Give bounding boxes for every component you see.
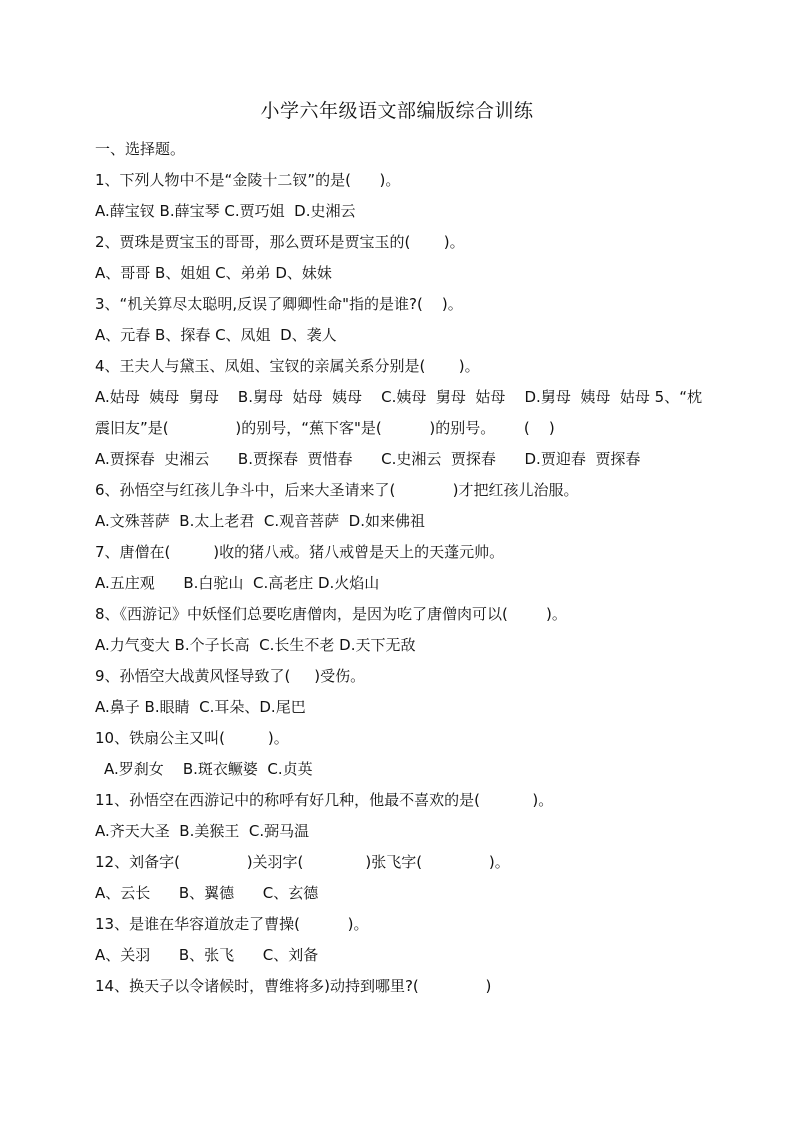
question-11-options: A.齐天大圣 B.美猴王 C.弼马温 xyxy=(95,822,310,840)
question-8: 8、《西游记》中妖怪们总要吃唐僧肉，是因为吃了唐僧肉可以( )。 xyxy=(95,605,567,623)
question-3: 3、“机关算尽太聪明,反误了卿卿性命"指的是谁?( )。 xyxy=(95,295,463,313)
question-2-options: A、哥哥 B、姐姐 C、弟弟 D、妹妹 xyxy=(95,264,332,282)
question-8-options: A.力气变大 B.个子长高 C.长生不老 D.天下无敌 xyxy=(95,636,416,654)
question-9: 9、孙悟空大战黄风怪导致了( )受伤。 xyxy=(95,667,366,685)
section-heading: 一、选择题。 xyxy=(95,140,186,158)
question-3-options: A、元春 B、探春 C、凤姐 D、袭人 xyxy=(95,326,337,344)
question-4: 4、王夫人与黛玉、凤姐、宝钗的亲属关系分别是( )。 xyxy=(95,357,480,375)
question-5-continued: 震旧友”是( )的别号，“蕉下客"是( )的别号。 ( ) xyxy=(95,419,555,437)
question-13-options: A、关羽 B、张飞 C、刘备 xyxy=(95,946,319,964)
question-13: 13、是谁在华容道放走了曹操( )。 xyxy=(95,915,369,933)
question-4-options-and-question-5: A.姑母 姨母 舅母 B.舅母 姑母 姨母 C.姨母 舅母 姑母 D.舅母 姨母 姑母 5、“枕 xyxy=(95,388,702,406)
question-10: 10、铁扇公主又叫( )。 xyxy=(95,729,289,747)
question-12: 12、刘备字( )关羽字( )张飞字( )。 xyxy=(95,853,510,871)
question-12-options: A、云长 B、翼德 C、玄德 xyxy=(95,884,319,902)
question-5-options: A.贾探春 史湘云 B.贾探春 贾惜春 C.史湘云 贾探春 D.贾迎春 贾探春 xyxy=(95,450,641,468)
question-11: 11、孙悟空在西游记中的称呼有好几种，他最不喜欢的是( )。 xyxy=(95,791,554,809)
question-7: 7、唐僧在( )收的猪八戒。猪八戒曾是天上的天蓬元帅。 xyxy=(95,543,505,561)
question-1-options: A.薛宝钗 B.薛宝琴 C.贾巧姐 D.史湘云 xyxy=(95,202,356,220)
question-6: 6、孙悟空与红孩儿争斗中，后来大圣请来了( )才把红孩儿治服。 xyxy=(95,481,579,499)
document-title: 小学六年级语文部编版综合训练 xyxy=(260,100,534,122)
question-14: 14、换天子以令诸候时，曹维将多)动持到哪里?( ) xyxy=(95,977,492,995)
question-9-options: A.鼻子 B.眼睛 C.耳朵、D.尾巴 xyxy=(95,698,306,716)
question-1: 1、下列人物中不是“金陵十二钗”的是( )。 xyxy=(95,171,401,189)
question-6-options: A.文殊菩萨 B.太上老君 C.观音菩萨 D.如来佛祖 xyxy=(95,512,425,530)
question-7-options: A.五庄观 B.白驼山 C.高老庄 D.火焰山 xyxy=(95,574,380,592)
question-list xyxy=(95,134,715,1002)
question-10-options: A.罗刹女 B.斑衣鳜婆 C.贞英 xyxy=(104,760,313,778)
question-2: 2、贾珠是贾宝玉的哥哥，那么贾环是贾宝玉的( )。 xyxy=(95,233,465,251)
